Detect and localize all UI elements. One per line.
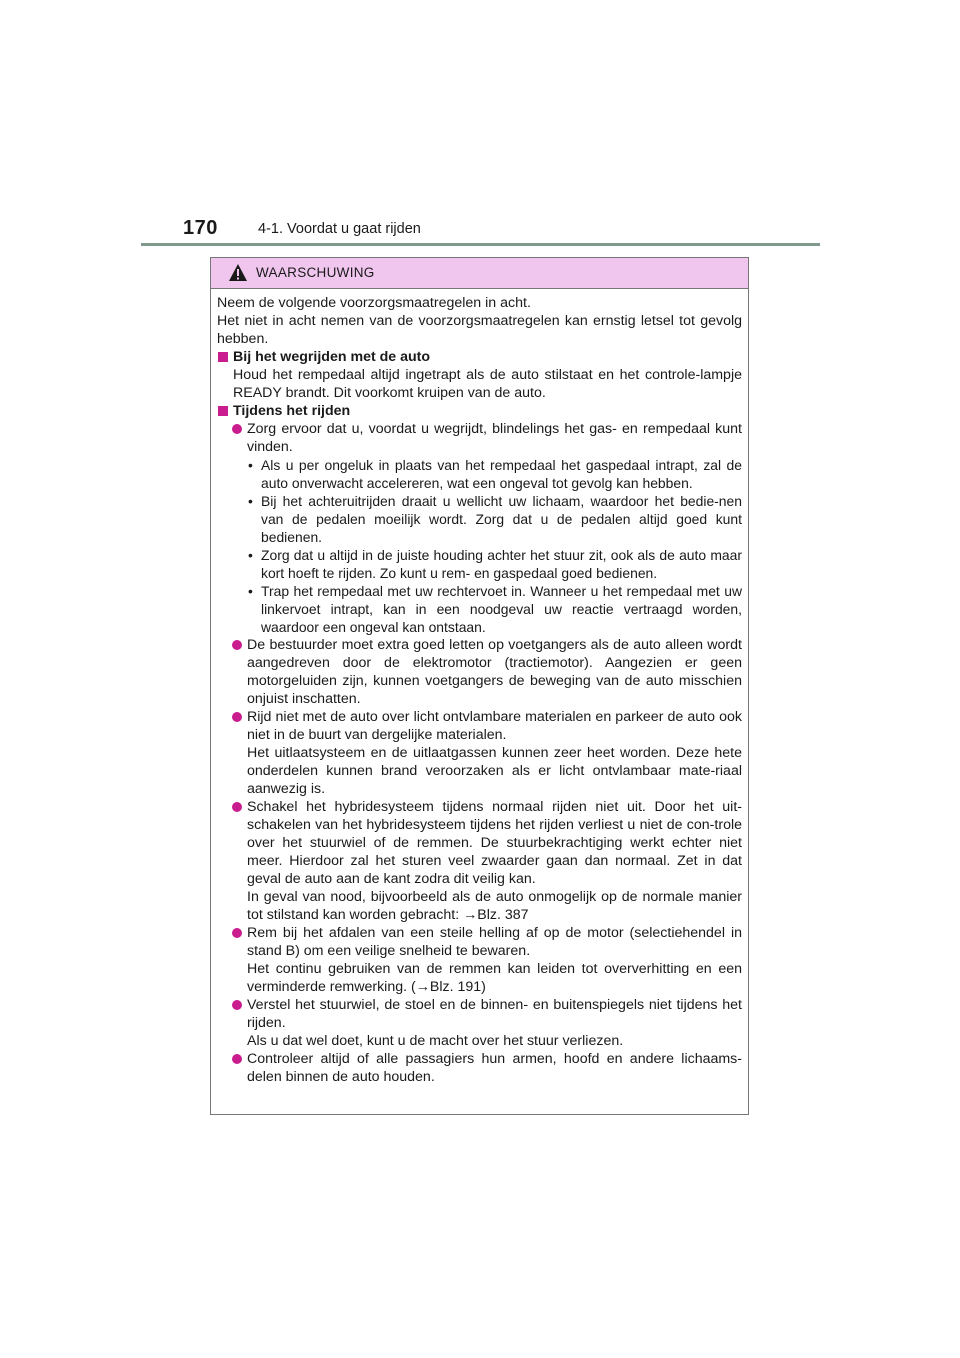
bullet-continuation: Het uitlaatsysteem en de uitlaatgassen kunnen zeer heet worden. Deze hete onderdelen kunnen brand veroorzaken als er licht ontvlambaar mate-riaal aanwezig is. bbox=[247, 745, 742, 797]
bullet-continuation: Het continu gebruiken van de remmen kan leiden tot oververhitting en een verminderde remwerking. (→Blz. 191) bbox=[247, 961, 742, 995]
round-bullet-icon bbox=[232, 802, 242, 812]
bullet-continuation: Als u dat wel doet, kunt u de macht over het stuur verliezen. bbox=[247, 1033, 624, 1049]
section-heading-rijden: Tijdens het rijden bbox=[217, 402, 742, 420]
warning-triangle-icon bbox=[228, 263, 248, 282]
header-rule bbox=[141, 243, 820, 246]
bullet-item: De bestuurder moet extra goed letten op voetgangers als de auto alleen wordt aangedreven door de elektromotor (tractiemotor). Aangezien er geen motorgeluiden zijn, kunnen voetgangers de beweging van de auto misschien onjuist inschatten. bbox=[217, 636, 742, 708]
page-number: 170 bbox=[183, 217, 218, 239]
warning-title: WAARSCHUWING bbox=[256, 265, 375, 280]
sub-bullet-item: • Zorg dat u altijd in de juiste houding achter het stuur zit, ook als de auto maar kort hoeft te rijden. Zo kunt u rem- en gaspedaal goed bedienen. bbox=[248, 547, 742, 581]
round-bullet-icon bbox=[232, 640, 242, 650]
sub-bullet-icon: • bbox=[248, 583, 253, 599]
section-heading-wegrijden: Bij het wegrijden met de auto bbox=[217, 348, 742, 366]
round-bullet-icon bbox=[232, 1054, 242, 1064]
warning-box bbox=[210, 257, 749, 1115]
section-body-wegrijden: Houd het rempedaal altijd ingetrapt als de auto stilstaat en het controle-lampje READY brandt. Dit voorkomt kruipen van de auto. bbox=[233, 367, 742, 401]
round-bullet-icon bbox=[232, 424, 242, 434]
bullet-item: Verstel het stuurwiel, de stoel en de binnen- en buitenspiegels niet tijdens het rijden. bbox=[217, 996, 742, 1032]
bullet-item: Rem bij het afdalen van een steile helling af op de motor (selectiehendel in stand B) om een veilige snelheid te bewaren. bbox=[217, 924, 742, 960]
sub-bullet-icon: • bbox=[248, 457, 253, 473]
bullet-item: Zorg ervoor dat u, voordat u wegrijdt, blindelings het gas- en rempedaal kunt vinden. bbox=[217, 420, 742, 456]
sub-bullet-icon: • bbox=[248, 493, 253, 509]
round-bullet-icon bbox=[232, 928, 242, 938]
bullet-item: Rijd niet met de auto over licht ontvlambare materialen en parkeer de auto ook niet in de buurt van dergelijke materialen. bbox=[217, 708, 742, 744]
bullet-continuation: In geval van nood, bijvoorbeeld als de auto onmogelijk op de normale manier tot stilstand kan worden gebracht: →Blz. 387 bbox=[247, 889, 742, 923]
round-bullet-icon bbox=[232, 1000, 242, 1010]
section-title: 4-1. Voordat u gaat rijden bbox=[258, 221, 421, 237]
warning-header bbox=[211, 258, 748, 289]
round-bullet-icon bbox=[232, 712, 242, 722]
bullet-item: Schakel het hybridesysteem tijdens normaal rijden niet uit. Door het uit-schakelen van het hybridesysteem tijdens het rijden verliest u niet de con-trole over het stuurwiel of de remmen. De stuurbekrachtiging werkt echter niet meer. Hierdoor zal het sturen veel zwaarder gaan dan normaal. Zet in dat geval de auto aan de kant zodra dit veilig kan. bbox=[217, 798, 742, 888]
sub-bullet-icon: • bbox=[248, 547, 253, 563]
bullet-item: Controleer altijd of alle passagiers hun armen, hoofd en andere lichaams-delen binnen de auto houden. bbox=[217, 1050, 742, 1086]
square-bullet-icon bbox=[218, 352, 228, 362]
intro-line-1: Neem de volgende voorzorgsmaatregelen in acht. bbox=[217, 295, 531, 311]
sub-bullet-item: • Bij het achteruitrijden draait u wellicht uw lichaam, waardoor het bedie-nen van de pedalen moeilijk wordt. Zorg dat u de pedalen altijd goed kunt bedienen. bbox=[248, 493, 742, 545]
square-bullet-icon bbox=[218, 406, 228, 416]
sub-bullet-item: • Als u per ongeluk in plaats van het rempedaal het gaspedaal intrapt, zal de auto onverwacht accelereren, wat een ongeval tot gevolg kan hebben. bbox=[248, 457, 742, 491]
sub-bullet-item: • Trap het rempedaal met uw rechtervoet in. Wanneer u het rempedaal met uw linkervoet intrapt, kan in een noodgeval uw reactie vertraagd worden, waardoor een ongeval kan ontstaan. bbox=[248, 583, 742, 635]
intro-line-2: Het niet in acht nemen van de voorzorgsmaatregelen kan ernstig letsel tot gevolg hebben. bbox=[217, 313, 742, 347]
warning-content bbox=[217, 294, 742, 1086]
